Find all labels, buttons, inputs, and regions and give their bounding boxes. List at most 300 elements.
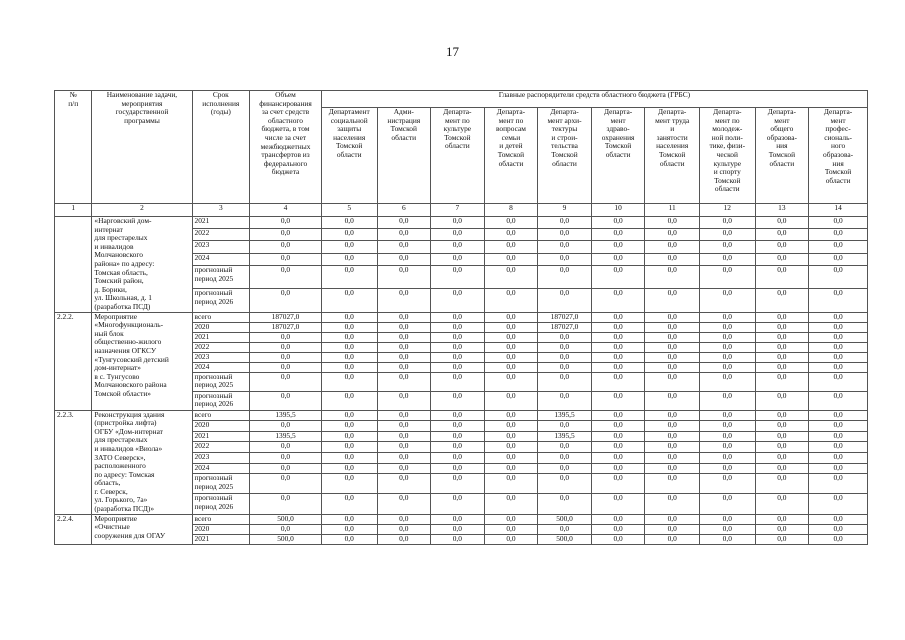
department-value-cell: 0,0 [699,534,755,544]
header-department: Департа- мент профес- сиональ- ного образова- ния Томской области [809,108,868,204]
page-number: 17 [446,44,459,59]
department-value-cell: 0,0 [755,431,809,442]
header-volume: Объем финансирования за счет средств областного бюджета, в том числе за счет межбюджетных трансфертов из федерального бюджета [250,91,322,204]
department-value-cell: 0,0 [645,391,700,410]
total-value-cell: 0,0 [250,362,322,372]
department-value-cell: 0,0 [755,352,809,362]
department-value-cell: 0,0 [321,322,377,332]
department-value-cell: 0,0 [645,322,700,332]
department-value-cell: 0,0 [431,289,485,312]
department-value-cell: 0,0 [538,372,592,391]
task-code: 2.2.3. [55,410,92,514]
column-number: 5 [321,204,377,217]
total-value-cell: 500,0 [250,514,322,524]
department-value-cell: 0,0 [538,453,592,464]
department-value-cell: 0,0 [538,289,592,312]
department-value-cell: 0,0 [538,442,592,453]
total-value-cell: 0,0 [250,463,322,474]
department-value-cell: 0,0 [431,453,485,464]
department-value-cell: 0,0 [591,391,645,410]
department-value-cell: 0,0 [591,332,645,342]
department-value-cell: 0,0 [377,372,431,391]
department-value-cell: 0,0 [645,474,700,494]
department-value-cell: 0,0 [484,352,538,362]
department-value-cell: 0,0 [538,524,592,534]
department-value-cell: 0,0 [591,534,645,544]
department-value-cell: 0,0 [699,312,755,322]
department-value-cell: 0,0 [538,217,592,229]
department-value-cell: 0,0 [431,352,485,362]
department-value-cell: 0,0 [755,410,809,421]
department-value-cell: 0,0 [431,253,485,265]
department-value-cell: 0,0 [431,421,485,432]
period-cell: 2023 [192,352,250,362]
department-value-cell: 0,0 [809,229,868,241]
total-value-cell: 0,0 [250,253,322,265]
department-value-cell: 0,0 [484,524,538,534]
department-value-cell: 0,0 [755,524,809,534]
department-value-cell: 0,0 [321,241,377,253]
header-department: Департамент социальной защиты населения Томской области [321,108,377,204]
department-value-cell: 0,0 [699,391,755,410]
department-value-cell: 0,0 [377,332,431,342]
department-value-cell: 0,0 [484,421,538,432]
department-value-cell: 0,0 [377,524,431,534]
total-value-cell: 187027,0 [250,322,322,332]
department-value-cell: 0,0 [809,362,868,372]
department-value-cell: 0,0 [645,494,700,514]
department-value-cell: 0,0 [591,453,645,464]
department-value-cell: 0,0 [591,474,645,494]
department-value-cell: 0,0 [645,312,700,322]
department-value-cell: 500,0 [538,534,592,544]
column-number: 10 [591,204,645,217]
department-value-cell: 0,0 [809,289,868,312]
department-value-cell: 0,0 [431,241,485,253]
total-value-cell: 0,0 [250,217,322,229]
total-value-cell: 0,0 [250,241,322,253]
department-value-cell: 0,0 [484,431,538,442]
total-value-cell: 0,0 [250,421,322,432]
column-number: 11 [645,204,700,217]
table-row [55,217,868,229]
column-number: 13 [755,204,809,217]
department-value-cell: 0,0 [645,241,700,253]
department-value-cell: 0,0 [645,362,700,372]
department-value-cell: 0,0 [699,332,755,342]
department-value-cell: 0,0 [699,474,755,494]
header-department: Департа- мент здраво- охранения Томской области [591,108,645,204]
department-value-cell: 0,0 [699,241,755,253]
department-value-cell: 0,0 [321,474,377,494]
financing-table [54,90,868,545]
department-value-cell: 0,0 [484,391,538,410]
department-value-cell: 0,0 [538,253,592,265]
total-value-cell: 0,0 [250,342,322,352]
department-value-cell: 0,0 [699,494,755,514]
department-value-cell: 0,0 [809,534,868,544]
department-value-cell: 0,0 [484,494,538,514]
period-cell: прогнозный период 2025 [192,372,250,391]
column-number: 1 [55,204,92,217]
department-value-cell: 0,0 [645,217,700,229]
department-value-cell: 0,0 [591,442,645,453]
department-value-cell: 0,0 [484,362,538,372]
department-value-cell: 0,0 [484,241,538,253]
department-value-cell: 0,0 [699,524,755,534]
department-value-cell: 0,0 [431,322,485,332]
total-value-cell: 0,0 [250,332,322,342]
department-value-cell: 0,0 [809,352,868,362]
department-value-cell: 0,0 [755,217,809,229]
department-value-cell: 0,0 [321,362,377,372]
period-cell: 2022 [192,442,250,453]
department-value-cell: 0,0 [591,514,645,524]
department-value-cell: 0,0 [377,453,431,464]
department-value-cell: 0,0 [591,494,645,514]
header-department: Департа- мент по культуре Томской области [431,108,485,204]
department-value-cell: 0,0 [591,421,645,432]
department-value-cell: 0,0 [809,332,868,342]
department-value-cell: 0,0 [431,494,485,514]
department-value-cell: 0,0 [321,524,377,534]
department-value-cell: 0,0 [755,253,809,265]
total-value-cell: 500,0 [250,534,322,544]
department-value-cell: 0,0 [484,332,538,342]
department-value-cell: 0,0 [377,442,431,453]
department-value-cell: 0,0 [484,265,538,288]
department-value-cell: 0,0 [755,372,809,391]
department-value-cell: 0,0 [699,410,755,421]
department-value-cell: 0,0 [377,494,431,514]
department-value-cell: 0,0 [755,241,809,253]
department-value-cell: 0,0 [484,463,538,474]
department-value-cell: 187027,0 [538,322,592,332]
department-value-cell: 0,0 [645,372,700,391]
task-code: 2.2.2. [55,312,92,410]
department-value-cell: 0,0 [377,241,431,253]
department-value-cell: 0,0 [645,431,700,442]
period-cell: 2020 [192,322,250,332]
department-value-cell: 0,0 [538,342,592,352]
department-value-cell: 0,0 [591,322,645,332]
department-value-cell: 0,0 [431,442,485,453]
task-name: Мероприятие «Очистные сооружения для ОГАУ [92,514,192,544]
department-value-cell: 0,0 [591,463,645,474]
department-value-cell: 0,0 [538,332,592,342]
department-value-cell: 0,0 [431,362,485,372]
department-value-cell: 0,0 [645,265,700,288]
department-value-cell: 0,0 [321,253,377,265]
task-name: Реконструкция здания (пристройка лифта) ОГБУ «Дом-интернат для престарелых и инвалидов «Виола» ЗАТО Северск», расположенного по адресу: Томская область, г. Северск, ул. Горького, 7а» (разработка ПСД)» [92,410,192,514]
department-value-cell: 0,0 [809,514,868,524]
header-name: Наименование задачи, мероприятия государственной программы [92,91,192,204]
department-value-cell: 0,0 [321,265,377,288]
task-name: Мероприятие «Многофункциональ- ный блок общественно-жилого назначения ОГКСУ «Тунгусовский детский дом-интернат» в с. Тунгусово Молчановского района Томской области» [92,312,192,410]
department-value-cell: 0,0 [699,217,755,229]
department-value-cell: 0,0 [484,253,538,265]
column-number: 8 [484,204,538,217]
department-value-cell: 0,0 [699,514,755,524]
department-value-cell: 0,0 [377,474,431,494]
department-value-cell: 0,0 [484,474,538,494]
department-value-cell: 0,0 [755,332,809,342]
department-value-cell: 0,0 [755,494,809,514]
department-value-cell: 0,0 [591,241,645,253]
period-cell: 2021 [192,431,250,442]
period-cell: 2024 [192,362,250,372]
department-value-cell: 0,0 [321,352,377,362]
department-value-cell: 0,0 [809,410,868,421]
department-value-cell: 0,0 [484,442,538,453]
department-value-cell: 0,0 [809,494,868,514]
department-value-cell: 0,0 [645,442,700,453]
department-value-cell: 0,0 [538,265,592,288]
department-value-cell: 0,0 [591,362,645,372]
department-value-cell: 0,0 [484,312,538,322]
period-cell: 2023 [192,241,250,253]
column-number: 7 [431,204,485,217]
total-value-cell: 0,0 [250,352,322,362]
department-value-cell: 0,0 [809,265,868,288]
period-cell: 2022 [192,342,250,352]
period-cell: всего [192,312,250,322]
department-value-cell: 0,0 [321,391,377,410]
department-value-cell: 0,0 [591,253,645,265]
department-value-cell: 0,0 [431,312,485,322]
department-value-cell: 0,0 [645,352,700,362]
department-value-cell: 0,0 [591,372,645,391]
department-value-cell: 0,0 [699,421,755,432]
task-name: «Нарговский дом- интернат для престарелых и инвалидов Молчановского района» по адресу: Томская область, Томский район, д. Борики, ул. Школьная, д. 1 (разработка ПСД) [92,217,192,313]
department-value-cell: 0,0 [809,474,868,494]
department-value-cell: 0,0 [538,463,592,474]
department-value-cell: 0,0 [377,431,431,442]
total-value-cell: 1395,5 [250,410,322,421]
department-value-cell: 0,0 [645,289,700,312]
total-value-cell: 0,0 [250,453,322,464]
department-value-cell: 0,0 [699,362,755,372]
column-number: 14 [809,204,868,217]
department-value-cell: 0,0 [699,322,755,332]
period-cell: прогнозный период 2025 [192,265,250,288]
header-department: Департа- мент архи- тектуры и строи- тельства Томской области [538,108,592,204]
department-value-cell: 0,0 [809,342,868,352]
period-cell: 2022 [192,229,250,241]
department-value-cell: 0,0 [645,514,700,524]
total-value-cell: 1395,5 [250,431,322,442]
header-department: Адми- нистрация Томской области [377,108,431,204]
department-value-cell: 0,0 [321,514,377,524]
total-value-cell: 0,0 [250,391,322,410]
department-value-cell: 0,0 [591,431,645,442]
department-value-cell: 0,0 [377,352,431,362]
department-value-cell: 0,0 [321,431,377,442]
department-value-cell: 0,0 [538,241,592,253]
department-value-cell: 0,0 [377,253,431,265]
department-value-cell: 0,0 [809,431,868,442]
department-value-cell: 0,0 [591,342,645,352]
department-value-cell: 0,0 [755,362,809,372]
department-value-cell: 0,0 [484,534,538,544]
department-value-cell: 0,0 [431,524,485,534]
department-value-cell: 0,0 [431,410,485,421]
department-value-cell: 0,0 [538,391,592,410]
department-value-cell: 0,0 [377,362,431,372]
total-value-cell: 0,0 [250,494,322,514]
period-cell: всего [192,514,250,524]
department-value-cell: 0,0 [377,391,431,410]
department-value-cell: 0,0 [484,289,538,312]
department-value-cell: 0,0 [809,524,868,534]
department-value-cell: 0,0 [809,322,868,332]
department-value-cell: 0,0 [699,431,755,442]
department-value-cell: 0,0 [809,463,868,474]
department-value-cell: 0,0 [755,312,809,322]
department-value-cell: 0,0 [377,322,431,332]
department-value-cell: 0,0 [645,524,700,534]
period-cell: 2021 [192,332,250,342]
department-value-cell: 0,0 [431,342,485,352]
period-cell: 2021 [192,217,250,229]
department-value-cell: 0,0 [591,265,645,288]
column-number: 6 [377,204,431,217]
department-value-cell: 0,0 [755,514,809,524]
department-value-cell: 0,0 [321,289,377,312]
department-value-cell: 0,0 [699,253,755,265]
header-department: Департа- мент по молодеж- ной поли- тике, физи- ческой культуре и спорту Томской области [699,108,755,204]
department-value-cell: 0,0 [755,265,809,288]
department-value-cell: 0,0 [591,217,645,229]
department-value-cell: 0,0 [699,463,755,474]
department-value-cell: 0,0 [699,289,755,312]
period-cell: 2020 [192,421,250,432]
department-value-cell: 0,0 [484,342,538,352]
department-value-cell: 0,0 [755,421,809,432]
department-value-cell: 0,0 [321,372,377,391]
total-value-cell: 0,0 [250,229,322,241]
total-value-cell: 0,0 [250,524,322,534]
department-value-cell: 0,0 [645,534,700,544]
department-value-cell: 0,0 [431,372,485,391]
department-value-cell: 0,0 [809,312,868,322]
department-value-cell: 0,0 [431,229,485,241]
department-value-cell: 0,0 [538,229,592,241]
department-value-cell: 0,0 [591,410,645,421]
department-value-cell: 0,0 [538,474,592,494]
department-value-cell: 0,0 [431,431,485,442]
department-value-cell: 0,0 [591,524,645,534]
department-value-cell: 0,0 [484,453,538,464]
period-cell: 2021 [192,534,250,544]
department-value-cell: 0,0 [484,229,538,241]
department-value-cell: 0,0 [591,289,645,312]
department-value-cell: 0,0 [377,342,431,352]
header-department: Департа- мент труда и занятости населения Томской области [645,108,700,204]
department-value-cell: 0,0 [321,463,377,474]
department-value-cell: 0,0 [809,442,868,453]
department-value-cell: 0,0 [809,421,868,432]
table-row [55,312,868,322]
department-value-cell: 0,0 [431,332,485,342]
department-value-cell: 0,0 [431,514,485,524]
department-value-cell: 0,0 [591,352,645,362]
department-value-cell: 0,0 [591,229,645,241]
department-value-cell: 0,0 [645,410,700,421]
department-value-cell: 500,0 [538,514,592,524]
department-value-cell: 0,0 [321,442,377,453]
department-value-cell: 0,0 [645,342,700,352]
department-value-cell: 1395,5 [538,431,592,442]
department-value-cell: 0,0 [645,253,700,265]
department-value-cell: 0,0 [377,229,431,241]
department-value-cell: 0,0 [377,463,431,474]
period-cell: всего [192,410,250,421]
department-value-cell: 0,0 [377,534,431,544]
department-value-cell: 0,0 [755,289,809,312]
department-value-cell: 0,0 [377,265,431,288]
column-number: 12 [699,204,755,217]
department-value-cell: 0,0 [755,342,809,352]
department-value-cell: 0,0 [809,253,868,265]
department-value-cell: 0,0 [321,229,377,241]
period-cell: прогнозный период 2026 [192,391,250,410]
department-value-cell: 0,0 [431,463,485,474]
department-value-cell: 0,0 [645,453,700,464]
department-value-cell: 0,0 [699,453,755,464]
table-row [55,410,868,421]
total-value-cell: 0,0 [250,442,322,453]
department-value-cell: 0,0 [755,391,809,410]
department-value-cell: 0,0 [431,217,485,229]
department-value-cell: 0,0 [755,453,809,464]
department-value-cell: 0,0 [431,534,485,544]
department-value-cell: 0,0 [809,372,868,391]
department-value-cell: 0,0 [645,421,700,432]
total-value-cell: 0,0 [250,372,322,391]
department-value-cell: 0,0 [321,342,377,352]
total-value-cell: 0,0 [250,474,322,494]
department-value-cell: 0,0 [809,391,868,410]
period-cell: 2023 [192,453,250,464]
header-department: Департа- мент по вопросам семьи и детей Томской области [484,108,538,204]
department-value-cell: 0,0 [699,265,755,288]
period-cell: 2024 [192,253,250,265]
department-value-cell: 0,0 [377,289,431,312]
department-value-cell: 0,0 [321,410,377,421]
table-row [55,514,868,524]
department-value-cell: 0,0 [699,229,755,241]
header-num: № п/п [55,91,92,204]
column-number: 9 [538,204,592,217]
total-value-cell: 0,0 [250,289,322,312]
department-value-cell: 0,0 [755,229,809,241]
department-value-cell: 0,0 [321,217,377,229]
department-value-cell: 0,0 [809,453,868,464]
period-cell: 2020 [192,524,250,534]
total-value-cell: 187027,0 [250,312,322,322]
department-value-cell: 0,0 [591,312,645,322]
task-code [55,217,92,313]
department-value-cell: 0,0 [755,442,809,453]
department-value-cell: 0,0 [321,534,377,544]
department-value-cell: 0,0 [431,265,485,288]
department-value-cell: 0,0 [755,322,809,332]
department-value-cell: 0,0 [755,463,809,474]
department-value-cell: 0,0 [645,229,700,241]
department-value-cell: 0,0 [645,332,700,342]
department-value-cell: 0,0 [809,241,868,253]
